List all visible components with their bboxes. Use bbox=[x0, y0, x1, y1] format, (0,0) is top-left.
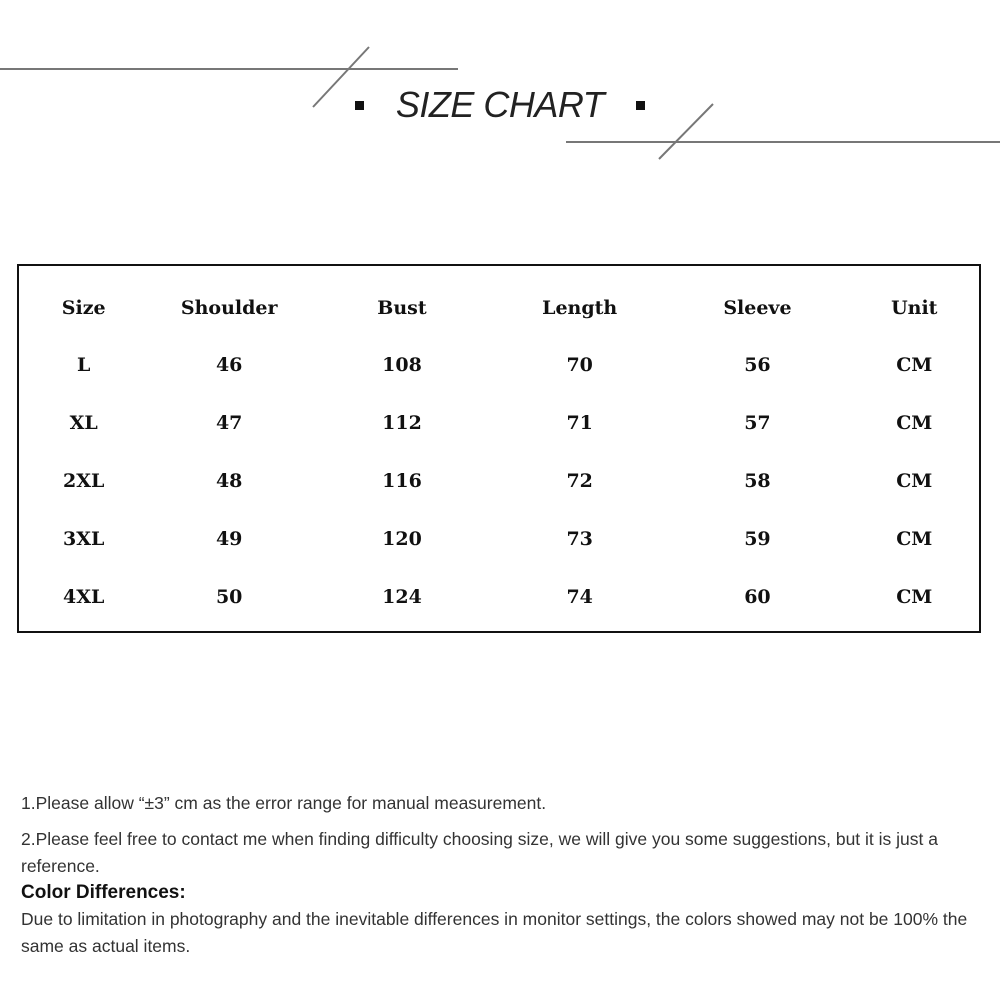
table-row bbox=[19, 510, 979, 568]
table-cell: 71 bbox=[566, 412, 593, 434]
table-cell: 60 bbox=[744, 586, 771, 608]
table-cell: 48 bbox=[215, 470, 243, 492]
table-cell: XL bbox=[69, 412, 98, 434]
column-header: Size bbox=[61, 297, 106, 319]
column-header: Shoulder bbox=[180, 297, 278, 319]
table-header-row bbox=[19, 280, 979, 336]
title-text: SIZE CHART bbox=[395, 84, 605, 125]
table-cell: 50 bbox=[215, 586, 243, 608]
table-row bbox=[19, 336, 979, 394]
table-cell: 108 bbox=[382, 354, 422, 376]
table-row bbox=[19, 568, 979, 626]
size-table-frame bbox=[17, 264, 981, 633]
table-cell: 58 bbox=[744, 470, 771, 492]
page-title bbox=[0, 84, 1000, 126]
note-measurement: 1.Please allow “±3” cm as the error range for manual measurement. bbox=[21, 793, 547, 813]
column-header: Unit bbox=[891, 297, 938, 319]
column-header: Sleeve bbox=[723, 297, 792, 319]
table-cell: CM bbox=[896, 528, 933, 550]
table-cell: 4XL bbox=[63, 586, 105, 608]
table-cell: CM bbox=[896, 586, 933, 608]
note-contact: 2.Please feel free to contact me when finding difficulty choosing size, we will give you some suggestions, but it is just a reference. bbox=[21, 829, 938, 876]
color-differences-heading: Color Differences: bbox=[21, 882, 186, 903]
table-cell: 70 bbox=[566, 354, 593, 376]
table-cell: 73 bbox=[566, 528, 593, 550]
table-cell: 56 bbox=[744, 354, 771, 376]
table-cell: 112 bbox=[382, 412, 422, 434]
table-cell: L bbox=[77, 354, 91, 376]
table-cell: 116 bbox=[382, 470, 422, 492]
notes-section bbox=[21, 790, 981, 960]
table-cell: 47 bbox=[215, 412, 243, 434]
table-cell: 59 bbox=[744, 528, 771, 550]
table-cell: 124 bbox=[382, 586, 422, 608]
table-cell: CM bbox=[896, 412, 933, 434]
table-cell: 120 bbox=[382, 528, 422, 550]
table-cell: 46 bbox=[215, 354, 243, 376]
table-row bbox=[19, 452, 979, 510]
table-cell: 72 bbox=[566, 470, 593, 492]
size-table bbox=[19, 280, 979, 626]
table-cell: CM bbox=[896, 470, 933, 492]
table-row bbox=[19, 394, 979, 452]
color-differences-text: Due to limitation in photography and the inevitable differences in monitor settings, the colors showed may not be 100% the same as actual items. bbox=[21, 909, 968, 956]
column-header: Bust bbox=[377, 297, 427, 319]
table-cell: 2XL bbox=[63, 470, 105, 492]
table-cell: CM bbox=[896, 354, 933, 376]
table-cell: 3XL bbox=[63, 528, 105, 550]
table-cell: 49 bbox=[215, 528, 243, 550]
column-header: Length bbox=[542, 297, 618, 319]
bullet-square-icon bbox=[636, 101, 645, 110]
bullet-square-icon bbox=[355, 101, 364, 110]
table-cell: 57 bbox=[744, 412, 771, 434]
table-cell: 74 bbox=[566, 586, 593, 608]
